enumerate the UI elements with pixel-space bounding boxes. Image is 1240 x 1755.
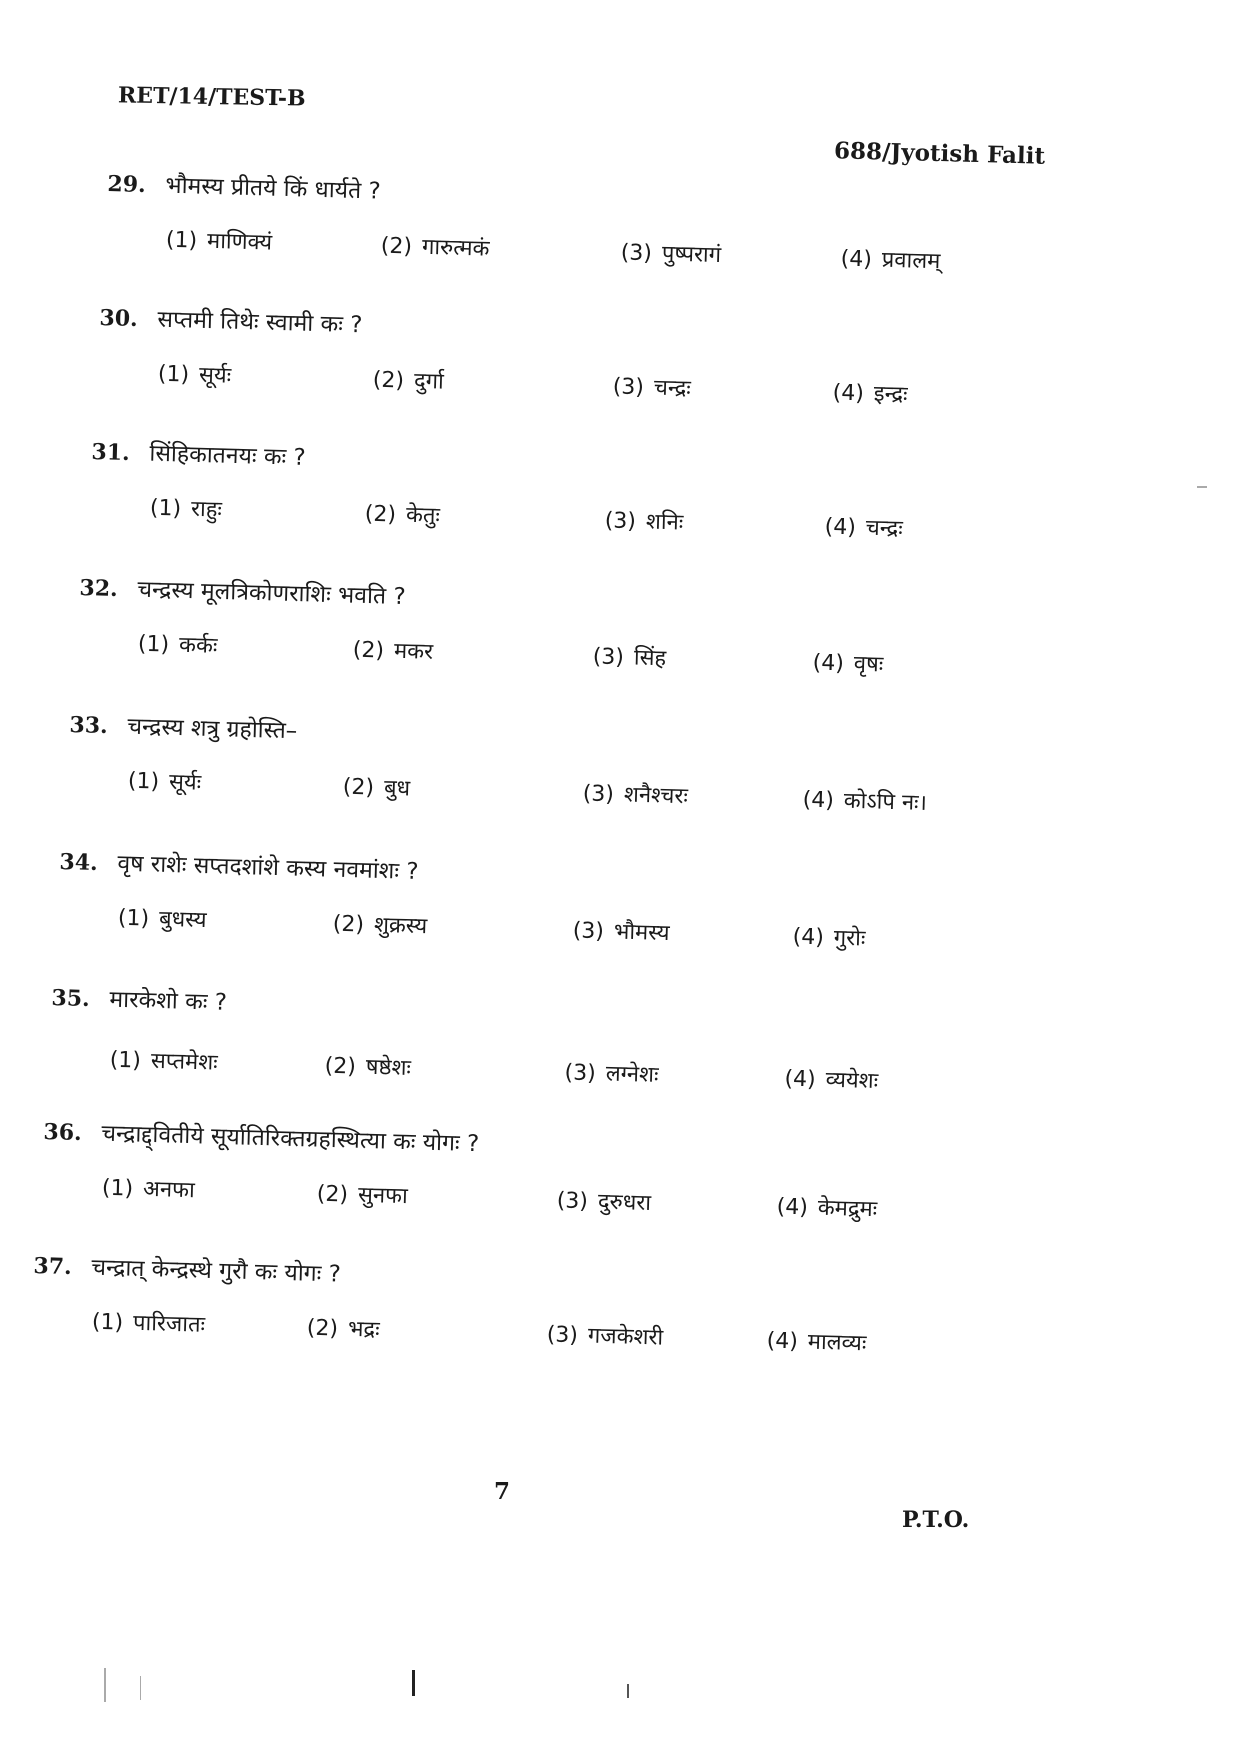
option-3: (3) शनिः xyxy=(604,508,684,536)
option-1: (1) पारिजातः xyxy=(91,1309,206,1338)
option-1: (1) सूर्यः xyxy=(157,361,232,389)
option-2: (2) दुर्गा xyxy=(372,367,445,395)
option-3: (3) भौमस्य xyxy=(572,918,670,947)
question-number: 34. xyxy=(59,848,99,877)
option-4: (4) मालव्यः xyxy=(766,1328,867,1357)
scan-mark xyxy=(1197,486,1207,488)
option-1: (1) बुधस्य xyxy=(117,905,207,934)
option-1: (1) राहुः xyxy=(149,495,223,523)
option-4: (4) इन्द्रः xyxy=(832,380,908,408)
question-number: 32. xyxy=(79,574,119,603)
question-30 xyxy=(97,300,1100,448)
question-text: चन्द्राद्द्वितीये सूर्यातिरिक्तग्रहस्थित्या कः योगः ? xyxy=(101,1120,480,1158)
option-2: (2) गारुत्मकं xyxy=(380,233,490,262)
subject-code: 688/Jyotish Falit xyxy=(833,137,1046,170)
question-35 xyxy=(49,980,1052,1128)
option-4: (4) वृषः xyxy=(812,650,884,678)
question-text: चन्द्रात् केन्द्रस्थे गुरौ कः योगः ? xyxy=(91,1254,342,1288)
option-3: (3) पुष्परागं xyxy=(620,240,722,269)
question-text: चन्द्रस्य मूलत्रिकोणराशिः भवति ? xyxy=(137,576,406,611)
question-number: 30. xyxy=(99,304,139,333)
option-2: (2) सुनफा xyxy=(316,1181,409,1210)
pto-label: P.T.O. xyxy=(902,1507,970,1533)
option-3: (3) सिंह xyxy=(592,644,667,672)
scan-mark xyxy=(412,1670,415,1696)
option-2: (2) शुक्रस्य xyxy=(332,911,428,940)
question-33 xyxy=(67,707,1070,855)
question-29 xyxy=(105,166,1108,314)
option-4: (4) गुरोः xyxy=(792,924,866,952)
option-4: (4) चन्द्रः xyxy=(824,514,904,542)
option-1: (1) माणिक्यं xyxy=(165,227,273,256)
option-3: (3) लग्नेशः xyxy=(564,1060,659,1088)
option-4: (4) प्रवालम् xyxy=(840,246,941,275)
option-4: (4) केमद्रुमः xyxy=(776,1194,878,1223)
question-36 xyxy=(41,1114,1044,1262)
question-text: सिंहिकातनयः कः ? xyxy=(149,440,307,471)
question-number: 37. xyxy=(33,1252,73,1281)
question-34 xyxy=(57,844,1060,992)
option-2: (2) भद्रः xyxy=(306,1315,380,1343)
option-3: (3) चन्द्रः xyxy=(612,374,692,402)
option-3: (3) दुरुधरा xyxy=(556,1188,652,1216)
question-text: चन्द्रस्य शत्रु ग्रहोस्ति– xyxy=(127,713,298,745)
question-32 xyxy=(77,570,1080,718)
question-number: 31. xyxy=(91,438,131,467)
option-2: (2) बुध xyxy=(342,774,411,802)
paper-code: RET/14/TEST-B xyxy=(117,82,306,112)
question-text: सप्तमी तिथेः स्वामी कः ? xyxy=(157,306,363,339)
option-2: (2) षष्ठेशः xyxy=(324,1053,412,1082)
option-4: (4) व्ययेशः xyxy=(784,1066,879,1095)
scan-mark xyxy=(104,1668,106,1702)
question-37 xyxy=(31,1248,1034,1396)
option-2: (2) केतुः xyxy=(364,501,441,529)
option-1: (1) अनफा xyxy=(101,1175,196,1204)
option-2: (2) मकर xyxy=(352,637,434,665)
question-number: 29. xyxy=(107,170,147,199)
scan-mark xyxy=(627,1684,629,1698)
option-4: (4) कोऽपि नः। xyxy=(802,787,928,816)
question-text: वृष राशेः सप्तदशांशे कस्य नवमांशः ? xyxy=(117,850,419,886)
option-1: (1) कर्कः xyxy=(137,631,218,659)
option-1: (1) सूर्यः xyxy=(127,768,202,796)
scan-mark xyxy=(140,1676,141,1700)
page-number: 7 xyxy=(494,1478,511,1505)
question-number: 33. xyxy=(69,711,109,740)
question-text: मारकेशो कः ? xyxy=(109,986,228,1016)
option-3: (3) गजकेशरी xyxy=(546,1322,664,1351)
option-3: (3) शनैश्चरः xyxy=(582,781,689,810)
question-number: 36. xyxy=(43,1118,83,1147)
option-1: (1) सप्तमेशः xyxy=(109,1047,219,1076)
question-number: 35. xyxy=(51,984,91,1013)
question-31 xyxy=(89,434,1092,582)
question-text: भौमस्य प्रीतये किं धार्यते ? xyxy=(165,172,382,205)
